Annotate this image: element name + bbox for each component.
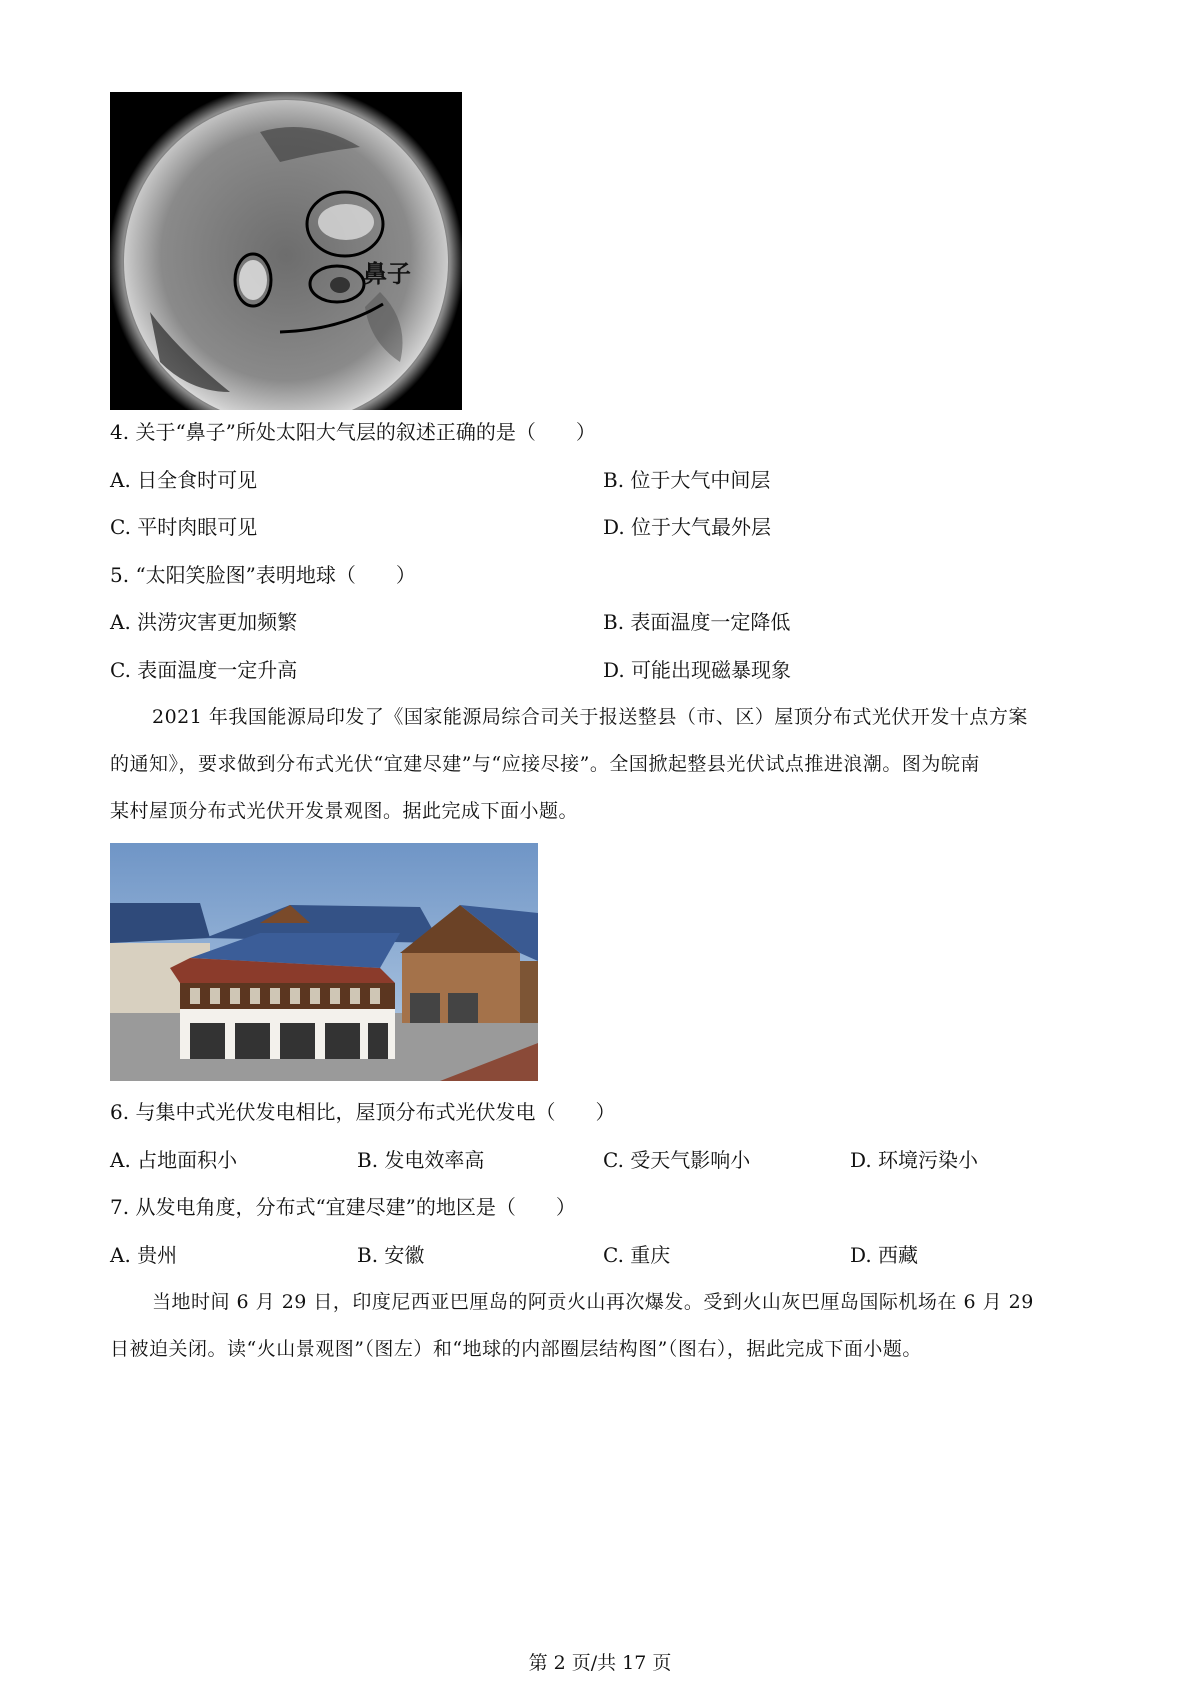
q7-option-d: D. 西藏 — [850, 1243, 919, 1267]
q5-option-c: C. 表面温度一定升高 — [110, 658, 298, 682]
q5-option-a: A. 洪涝灾害更加频繁 — [110, 610, 298, 634]
passage1-line1: 2021 年我国能源局印发了《国家能源局综合司关于报送整县（市、区）屋顶分布式光伏开发十点方案 — [152, 706, 1028, 728]
rooftop-solar-graphic — [110, 843, 538, 1081]
q6-option-a: A. 占地面积小 — [110, 1148, 238, 1172]
question-6-stem: 6. 与集中式光伏发电相比，屋顶分布式光伏发电（ ） — [110, 1100, 616, 1124]
q4-option-c: C. 平时肉眼可见 — [110, 515, 258, 539]
nose-label: 鼻子 — [363, 261, 411, 288]
sun-smiley-image — [110, 92, 462, 410]
passage1-line2: 的通知》，要求做到分布式光伏“宜建尽建”与“应接尽接”。全国掀起整县光伏试点推进浪潮。图为皖南 — [110, 753, 980, 775]
q6-option-c: C. 受天气影响小 — [603, 1148, 751, 1172]
q7-option-c: C. 重庆 — [603, 1243, 671, 1267]
question-5-stem: 5. “太阳笑脸图”表明地球（ ） — [110, 563, 416, 587]
q5-option-d: D. 可能出现磁暴现象 — [603, 658, 792, 682]
passage2-line1: 当地时间 6 月 29 日，印度尼西亚巴厘岛的阿贡火山再次爆发。受到火山灰巴厘岛国际机场在 6 月 29 — [152, 1291, 1034, 1313]
page-footer: 第 2 页/共 17 页 — [528, 1652, 672, 1674]
q7-option-a: A. 贵州 — [110, 1243, 178, 1267]
passage2-line2: 日被迫关闭。读“火山景观图”（图左）和“地球的内部圈层结构图”（图右），据此完成下面小题。 — [110, 1338, 922, 1360]
q6-option-d: D. 环境污染小 — [850, 1148, 979, 1172]
q4-option-b: B. 位于大气中间层 — [603, 468, 771, 492]
rooftop-solar-image — [110, 843, 538, 1081]
q7-option-b: B. 安徽 — [357, 1243, 425, 1267]
q5-option-b: B. 表面温度一定降低 — [603, 610, 791, 634]
q4-option-a: A. 日全食时可见 — [110, 468, 258, 492]
sun-smiley-graphic — [110, 92, 462, 410]
q6-option-b: B. 发电效率高 — [357, 1148, 485, 1172]
q4-option-d: D. 位于大气最外层 — [603, 515, 772, 539]
passage1-line3: 某村屋顶分布式光伏开发景观图。据此完成下面小题。 — [110, 800, 579, 822]
question-4-stem: 4. 关于“鼻子”所处太阳大气层的叙述正确的是（ ） — [110, 420, 596, 444]
question-7-stem: 7. 从发电角度，分布式“宜建尽建”的地区是（ ） — [110, 1195, 576, 1219]
